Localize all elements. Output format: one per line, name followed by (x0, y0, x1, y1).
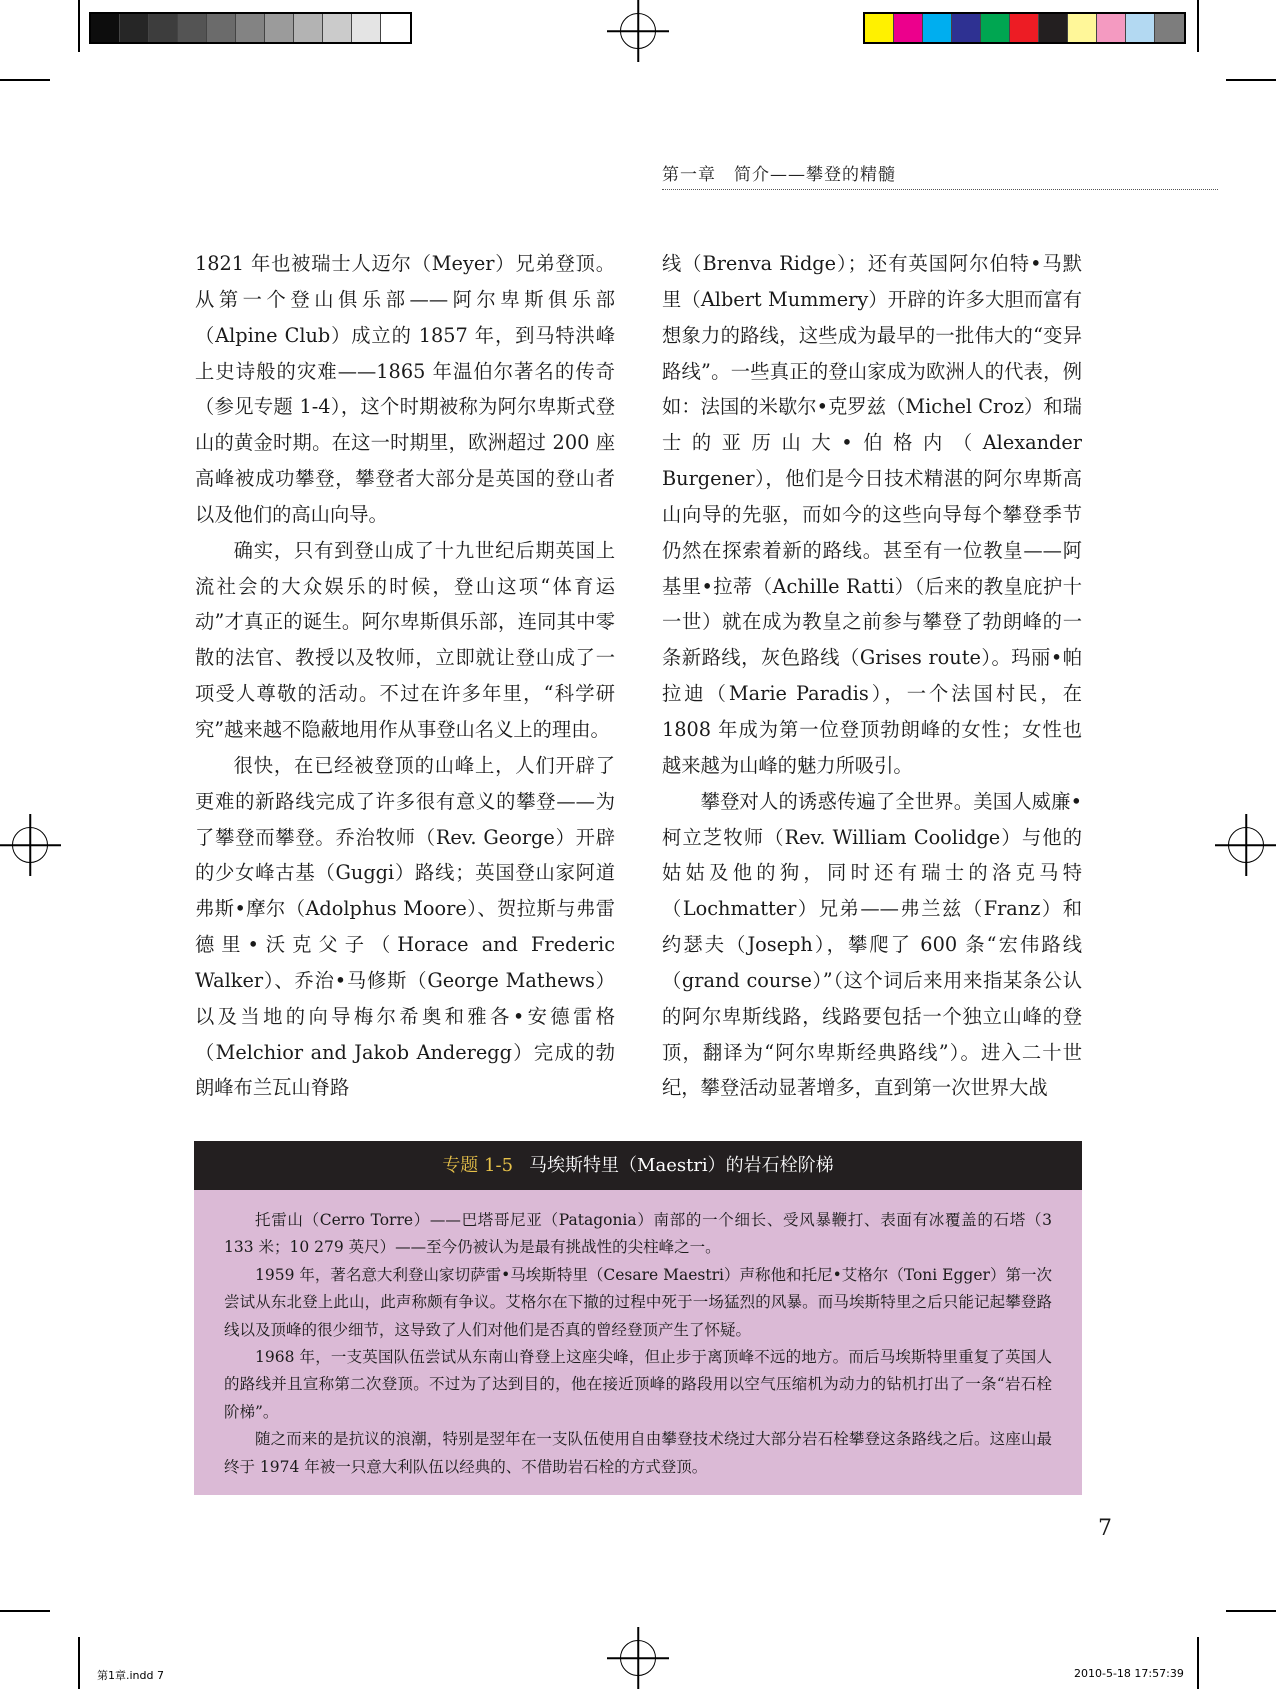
box-paragraph: 1959 年，著名意大利登山家切萨雷•马埃斯特里（Cesare Maestri）声称他和托尼•艾格尔（Toni Egger）第一次尝试从东北登上此山，此声称颇有争议。艾格尔在下撤的过程中死于一场猛烈的风暴。而马埃斯特里之后只能记起攀登路线以及顶峰的很少细节，这导致了人们对他们是否真的曾经登顶产生了怀疑。 (224, 1265, 1052, 1339)
crop-mark (0, 79, 50, 81)
color-swatch (178, 14, 207, 42)
gray-scale-bar (89, 12, 412, 44)
box-paragraph: 随之而来的是抗议的浪潮，特别是翌年在一支队伍使用自由攀登技术绕过大部分岩石栓攀登这条路线之后。这座山最终于 1974 年被一只意大利队伍以经典的、不借助岩石栓的方式登顶。 (224, 1430, 1052, 1476)
color-swatch (149, 14, 178, 42)
color-swatch (952, 14, 981, 42)
color-swatch (236, 14, 265, 42)
color-swatch (294, 14, 323, 42)
color-swatch (207, 14, 236, 42)
box-body (194, 1190, 1082, 1495)
box-title: 马埃斯特里（Maestri）的岩石栓阶梯 (529, 1155, 834, 1176)
crop-mark (78, 0, 80, 52)
color-swatch (1097, 14, 1126, 42)
header-rule (662, 189, 1218, 190)
box-paragraph: 1968 年，一支英国队伍尝试从东南山脊登上这座尖峰，但止步于离顶峰不远的地方。而后马埃斯特里重复了英国人的路线并且宣称第二次登顶。不过为了达到目的，他在接近顶峰的路段用以空气压缩机为动力的钻机打出了一条“岩石栓阶梯”。 (224, 1348, 1052, 1421)
color-swatch (1126, 14, 1155, 42)
color-swatch (1010, 14, 1039, 42)
slug-file: 第1章.indd 7 (97, 1669, 164, 1682)
crop-mark (1197, 0, 1199, 52)
crop-mark (1226, 1610, 1276, 1612)
crop-mark (0, 1610, 50, 1612)
color-swatch (323, 14, 352, 42)
paragraph: 攀登对人的诱惑传遍了全世界。美国人威廉•柯立芝牧师（Rev. William Coolidge）与他的姑姑及他的狗，同时还有瑞士的洛克马特（Lochmatter）兄弟——弗兰兹（Franz）和约瑟夫（Joseph），攀爬了 600 条“宏伟路线（grand course）”（这个词后来用来指某条公认的阿尔卑斯线路，线路要包括一个独立山峰的登顶，翻译为“阿尔卑斯经典路线”）。进入二十世纪，攀登活动显著增多，直到第一次世界大战 (662, 789, 1082, 1100)
color-swatch (265, 14, 294, 42)
registration-mark-right (1228, 827, 1264, 863)
crop-mark (1226, 79, 1276, 81)
color-swatch (923, 14, 952, 42)
crop-mark (78, 1637, 80, 1689)
color-swatch (1068, 14, 1097, 42)
slug-timestamp: 2010-5-18 17:57:39 (1074, 1667, 1184, 1680)
box-header (194, 1141, 1082, 1190)
right-column (662, 246, 1082, 1106)
paragraph: 线（Brenva Ridge）；还有英国阿尔伯特•马默里（Albert Mummery）开辟的许多大胆而富有想象力的路线，这些成为最早的一批伟大的“变异路线”。一些真正的登山家成为欧洲人的代表，例如：法国的米歇尔•克罗兹（Michel Croz）和瑞士的亚历山大•伯格内（Alexander Burgener），他们是今日技术精湛的阿尔卑斯高山向导的先驱，而如今的这些向导每个攀登季节仍然在探索着新的路线。甚至有一位教皇——阿基里•拉蒂（Achille Ratti）（后来的教皇庇护十一世）就在成为教皇之前参与攀登了勃朗峰的一条新路线，灰色路线（Grises route）。玛丽•帕拉迪（Marie Paradis），一个法国村民，在 1808 年成为第一位登顶勃朗峰的女性；女性也越来越为山峰的魅力所吸引。 (662, 252, 1082, 777)
color-swatch (981, 14, 1010, 42)
running-head: 第一章 简介——攀登的精髓 (662, 165, 896, 185)
page-number: 7 (1098, 1516, 1112, 1541)
color-swatch (381, 14, 410, 42)
left-column (195, 246, 615, 1106)
color-swatch (865, 14, 894, 42)
box-number: 专题 1-5 (442, 1155, 514, 1176)
color-swatch (352, 14, 381, 42)
color-swatch (1039, 14, 1068, 42)
color-swatch (120, 14, 149, 42)
paragraph: 很快，在已经被登顶的山峰上，人们开辟了更难的新路线完成了许多很有意义的攀登——为了攀登而攀登。乔治牧师（Rev. George）开辟的少女峰古基（Guggi）路线；英国登山家阿道弗斯•摩尔（Adolphus Moore）、贺拉斯与弗雷德里•沃克父子（Horace and Frederic Walker）、乔治•马修斯（George Mathews）以及当地的向导梅尔希奥和雅各•安德雷格（Melchior and Jakob Anderegg）完成的勃朗峰布兰瓦山脊路 (195, 753, 615, 1100)
registration-mark-bottom (620, 1640, 656, 1676)
color-bar (863, 12, 1186, 44)
registration-mark-left (12, 827, 48, 863)
color-swatch (1155, 14, 1184, 42)
color-swatch (91, 14, 120, 42)
box-paragraph: 托雷山（Cerro Torre）——巴塔哥尼亚（Patagonia）南部的一个细长、受风暴鞭打、表面有冰覆盖的石塔（3 133 米；10 279 英尺）——至今仍被认为是最有挑战性的尖柱峰之一。 (224, 1211, 1052, 1257)
paragraph: 1821 年也被瑞士人迈尔（Meyer）兄弟登顶。从第一个登山俱乐部——阿尔卑斯俱乐部（Alpine Club）成立的 1857 年，到马特洪峰上史诗般的灾难——1865 年温伯尔著名的传奇（参见专题 1-4），这个时期被称为阿尔卑斯式登山的黄金时期。在这一时期里，欧洲超过 200 座高峰被成功攀登，攀登者大部分是英国的登山者以及他们的高山向导。 (195, 252, 615, 526)
crop-mark (1197, 1637, 1199, 1689)
color-swatch (894, 14, 923, 42)
paragraph: 确实，只有到登山成了十九世纪后期英国上流社会的大众娱乐的时候，登山这项“体育运动”才真正的诞生。阿尔卑斯俱乐部，连同其中零散的法官、教授以及牧师，立即就让登山成了一项受人尊敬的活动。不过在许多年里，“科学研究”越来越不隐蔽地用作从事登山名义上的理由。 (195, 538, 615, 741)
registration-mark-top (620, 13, 656, 49)
